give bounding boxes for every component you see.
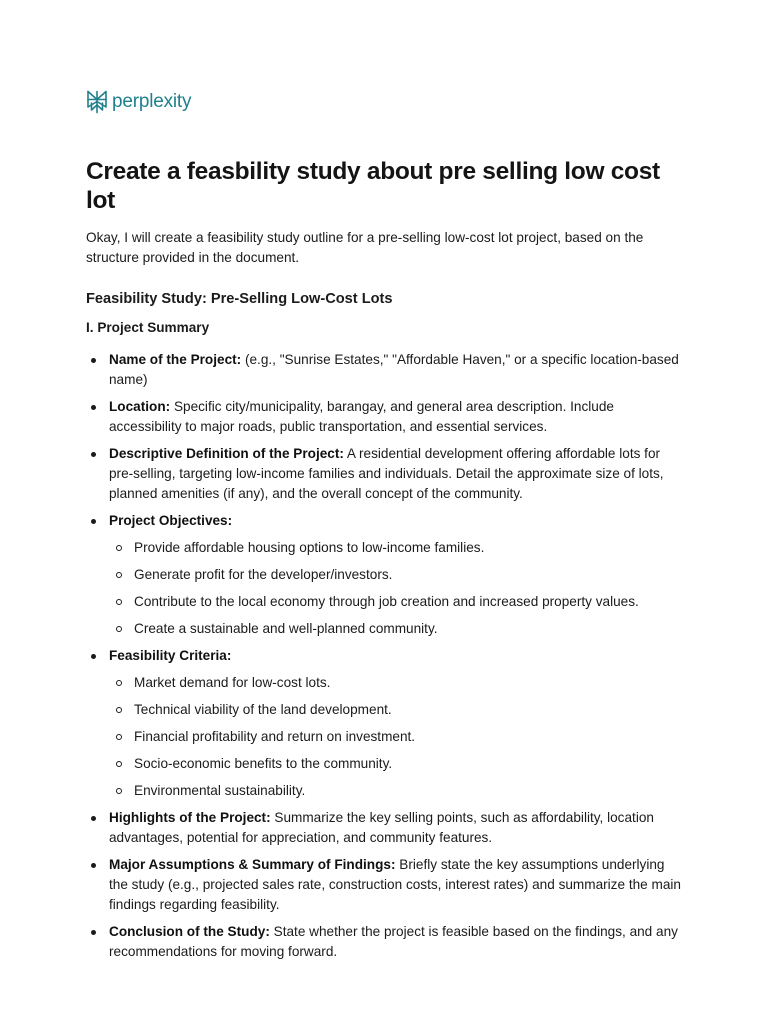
sub-list-item: Technical viability of the land development.: [109, 700, 686, 720]
objectives-sublist: [109, 538, 686, 639]
section-heading: I. Project Summary: [86, 320, 210, 335]
sub-list-item: Financial profitability and return on investment.: [109, 727, 686, 747]
page-title: Create a feasbility study about pre selling low cost lot: [86, 158, 660, 214]
list-item: [86, 922, 686, 962]
list-item: [86, 855, 686, 915]
project-summary-list: [86, 350, 686, 962]
document-body: [86, 157, 686, 969]
item-label: Major Assumptions & Summary of Findings:: [109, 857, 396, 872]
sub-list-item: Create a sustainable and well-planned community.: [109, 619, 686, 639]
list-item: [86, 646, 686, 801]
item-text: Briefly state the key assumptions underlying the study (e.g., projected sales rate, construction costs, interest rates) and summarize the main findings regarding feasibility.: [109, 857, 681, 912]
list-item: [86, 350, 686, 390]
item-text: (e.g., "Sunrise Estates," "Affordable Haven," or a specific location-based name): [109, 352, 679, 387]
perplexity-wordmark: perplexity: [112, 91, 192, 112]
item-text: Specific city/municipality, barangay, and general area description. Include accessibility to major roads, public transportation, and essential services.: [109, 399, 614, 434]
sub-list-item: Provide affordable housing options to low-income families.: [109, 538, 686, 558]
list-item: [86, 444, 686, 504]
sub-list-item: Market demand for low-cost lots.: [109, 673, 686, 693]
study-heading: Feasibility Study: Pre-Selling Low-Cost Lots: [86, 291, 393, 307]
item-label: Highlights of the Project:: [109, 810, 271, 825]
item-label: Location:: [109, 399, 171, 414]
item-text: State whether the project is feasible based on the findings, and any recommendations for moving forward.: [109, 924, 678, 959]
sub-list-item: Contribute to the local economy through job creation and increased property values.: [109, 592, 686, 612]
item-label: Feasibility Criteria:: [109, 648, 232, 663]
sub-list-item: Generate profit for the developer/investors.: [109, 565, 686, 585]
sub-list-item: Socio-economic benefits to the community.: [109, 754, 686, 774]
list-item: [86, 511, 686, 639]
list-item: [86, 808, 686, 848]
perplexity-logo-icon: [86, 90, 108, 114]
perplexity-logo: [86, 90, 191, 114]
item-text: Summarize the key selling points, such as affordability, location advantages, potential for appreciation, and community features.: [109, 810, 654, 845]
criteria-sublist: [109, 673, 686, 801]
item-label: Name of the Project:: [109, 352, 242, 367]
item-label: Descriptive Definition of the Project:: [109, 446, 344, 461]
list-item: [86, 397, 686, 437]
item-label: Project Objectives:: [109, 513, 233, 528]
sub-list-item: Environmental sustainability.: [109, 781, 686, 801]
item-label: Conclusion of the Study:: [109, 924, 270, 939]
intro-paragraph: Okay, I will create a feasibility study outline for a pre-selling low-cost lot project, based on the structure provided in the document.: [86, 230, 644, 265]
item-text: A residential development offering affordable lots for pre-selling, targeting low-income families and individuals. Detail the approximate size of lots, planned amenities (if any), and the overall concept of the community.: [109, 446, 664, 501]
